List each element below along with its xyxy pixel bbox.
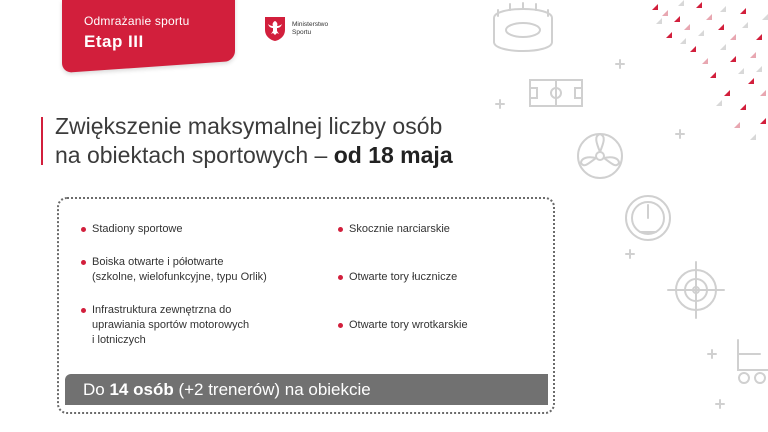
list-item — [349, 270, 457, 285]
stadium-icon — [494, 3, 552, 51]
ministry-logo — [264, 16, 337, 42]
bullet-icon — [338, 275, 343, 280]
capacity-bar — [65, 374, 548, 405]
triangle-pattern — [652, 0, 768, 140]
headline-accent-bar — [41, 117, 43, 165]
list-item-line: Boiska otwarte i półotwarte — [92, 256, 224, 268]
capacity-prefix: Do — [83, 380, 110, 399]
list-item-line: Otwarte tory wrotkarskie — [349, 319, 468, 331]
list-item — [92, 303, 249, 348]
field-icon — [530, 80, 582, 106]
headline-line2 — [55, 141, 453, 170]
capacity-suffix: (+2 trenerów) na obiekcie — [173, 380, 371, 399]
bullet-icon — [81, 260, 86, 265]
list-item-line: Infrastruktura zewnętrzna do — [92, 304, 232, 316]
headline-date: od 18 maja — [333, 142, 453, 168]
headline-line2-prefix: na obiektach sportowych – — [55, 142, 334, 168]
bullet-icon — [81, 308, 86, 313]
propeller-icon — [578, 134, 622, 178]
headline — [55, 112, 453, 170]
list-item-line: uprawiania sportów motorowych — [92, 319, 250, 331]
gauge-icon — [626, 196, 670, 240]
bullet-icon — [81, 227, 86, 232]
bullet-icon — [338, 227, 343, 232]
bullet-icon — [338, 323, 343, 328]
stage-badge-text — [84, 14, 189, 52]
capacity-count: 14 osób — [109, 380, 174, 399]
list-item-line: i lotniczych — [92, 334, 146, 346]
list-item — [92, 255, 267, 285]
decoration — [480, 0, 768, 432]
ministry-line1: Ministerstwo — [292, 21, 329, 28]
list-item-line: (szkolne, wielofunkcyjne, typu Orlik) — [92, 271, 267, 283]
list-item — [92, 222, 183, 237]
list-item — [349, 222, 450, 237]
target-icon — [668, 262, 724, 318]
badge-subtitle: Odmrażanie sportu — [84, 14, 190, 28]
badge-title: Etap III — [84, 32, 144, 51]
list-item-line: Skocznie narciarskie — [349, 223, 450, 235]
list-item-line: Stadiony sportowe — [92, 223, 183, 235]
rollerskate-icon — [738, 340, 768, 383]
list-item — [349, 318, 468, 333]
ministry-name — [292, 21, 337, 37]
ministry-line2: Sportu — [292, 29, 312, 36]
headline-line1: Zwiększenie maksymalnej liczby osób — [55, 113, 443, 139]
list-item-line: Otwarte tory łucznicze — [349, 271, 458, 283]
emblem-icon — [264, 16, 286, 42]
